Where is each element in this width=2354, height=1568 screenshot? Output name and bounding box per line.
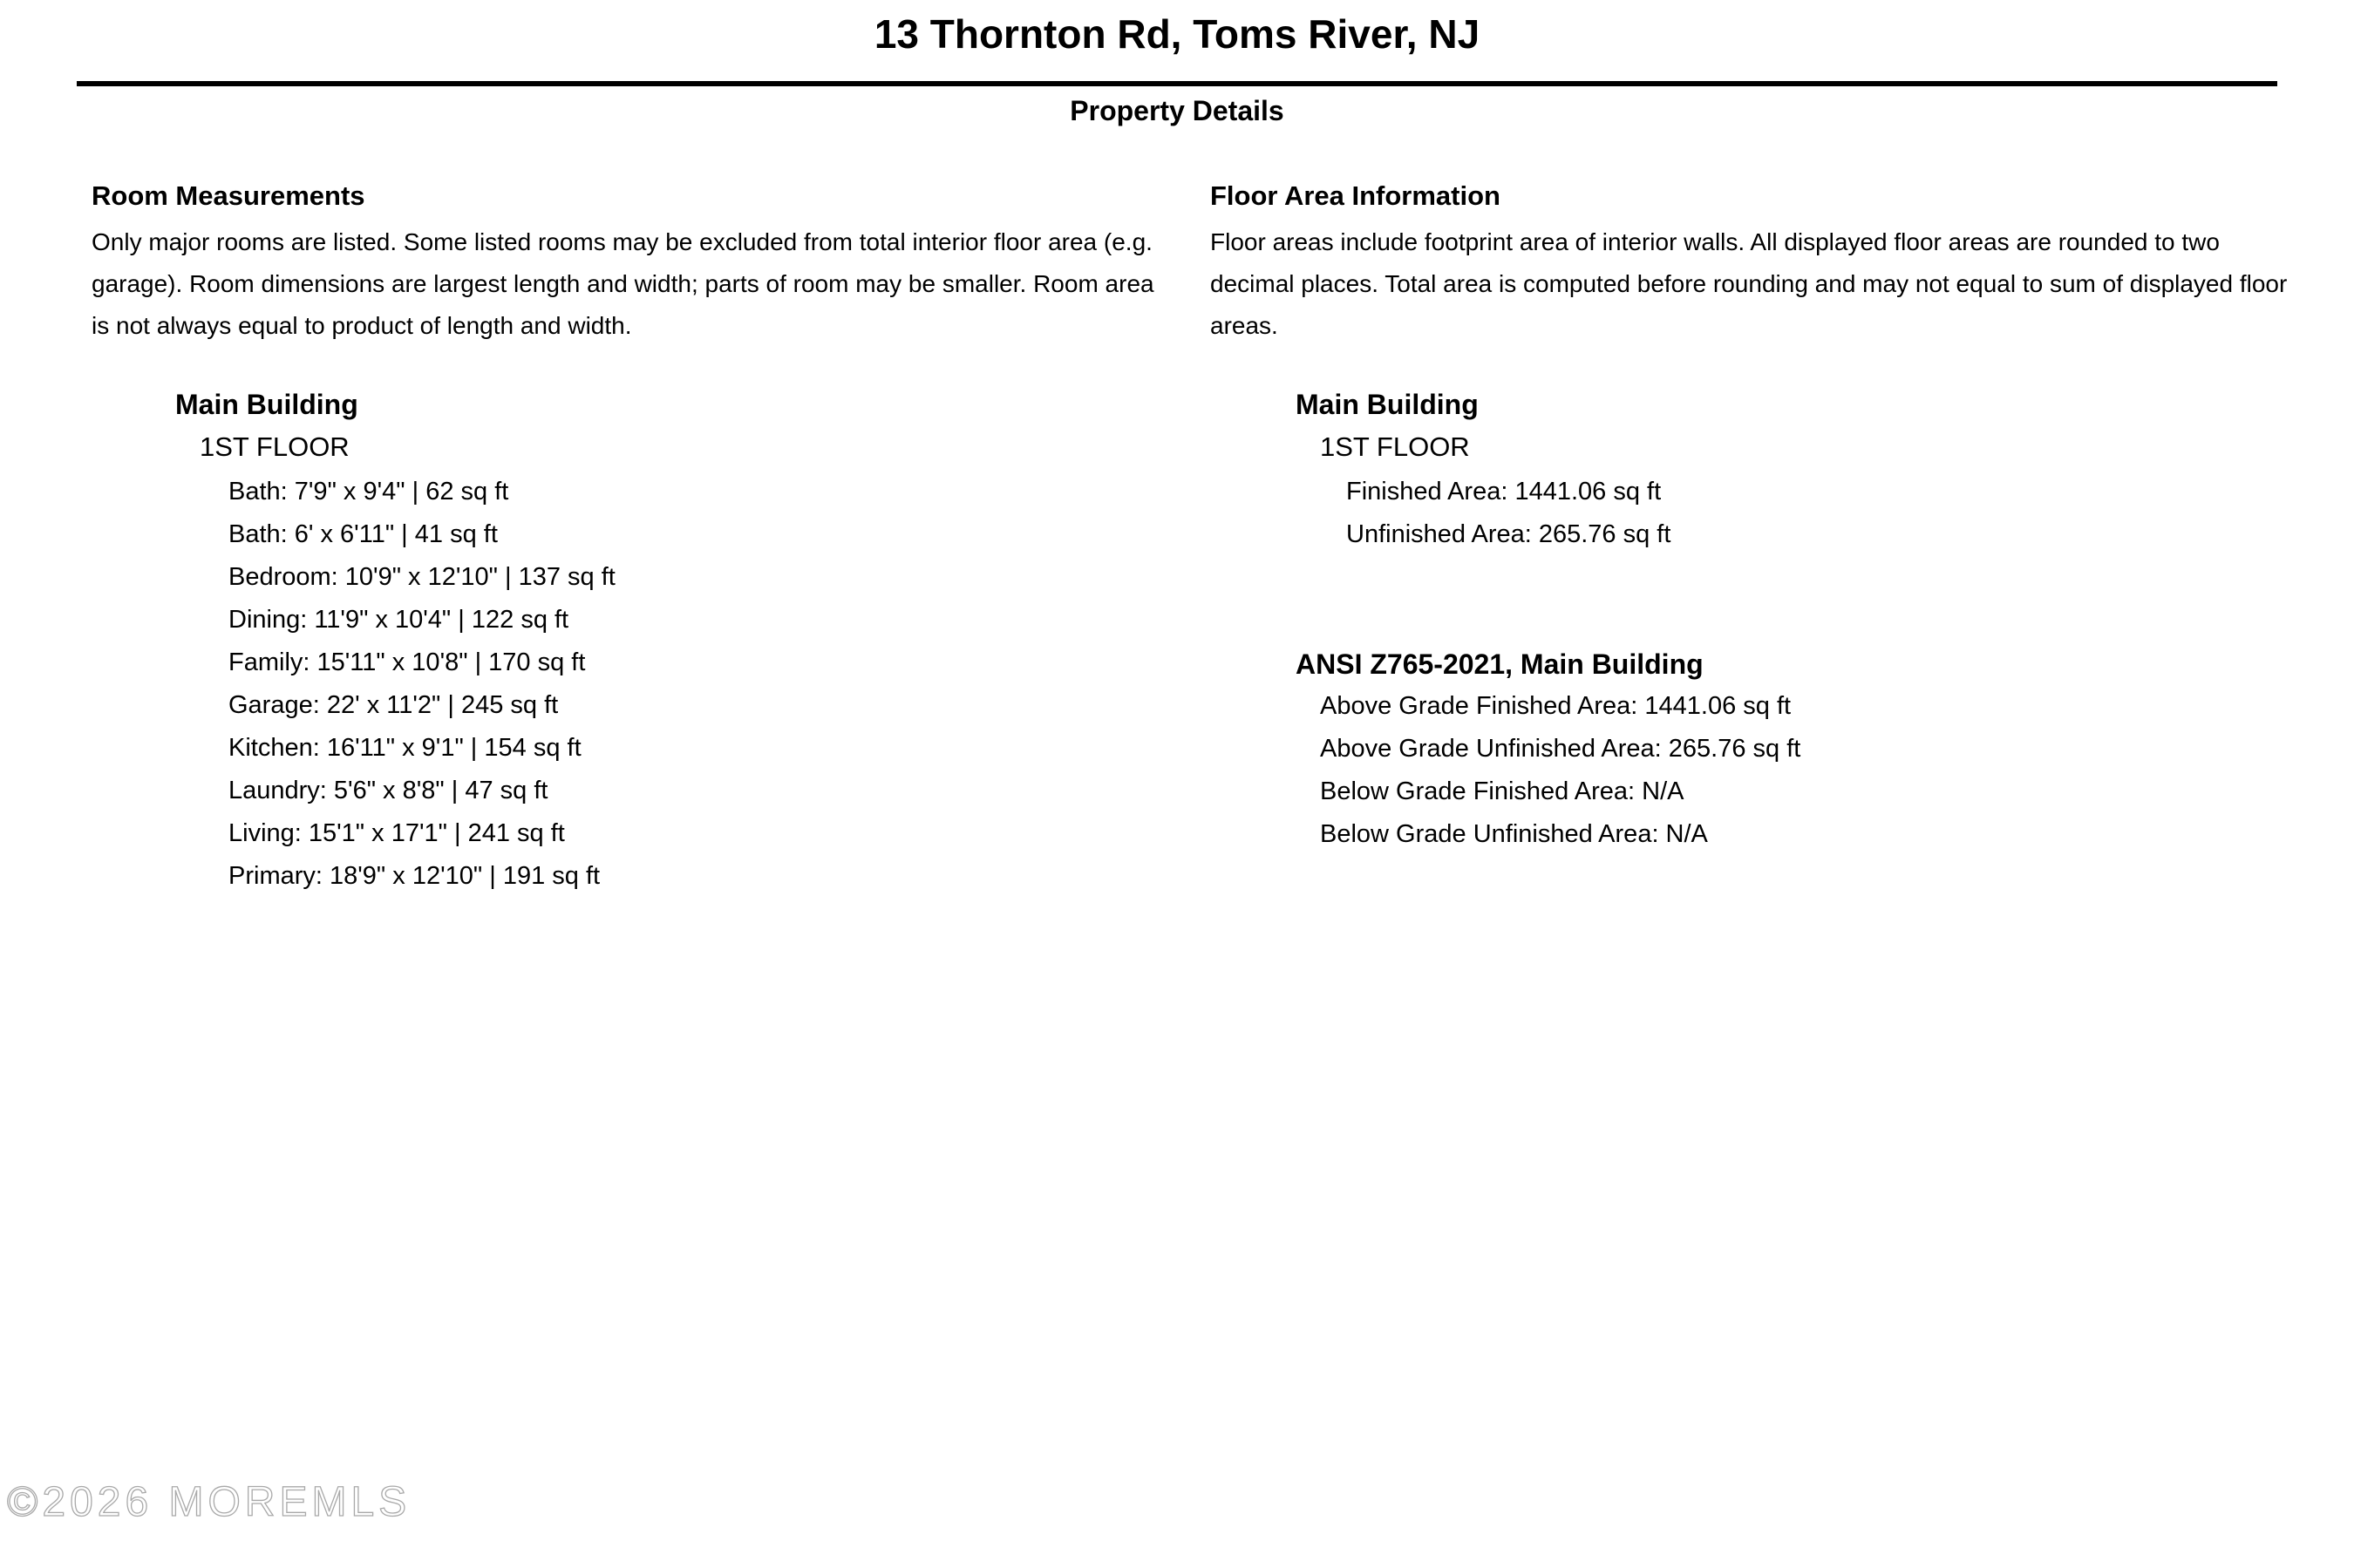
- room-item: Bath: 6' x 6'11" | 41 sq ft: [228, 520, 498, 548]
- ansi-area-item: Below Grade Finished Area: N/A: [1320, 777, 1684, 805]
- section-floor-area-information: [1210, 180, 2317, 856]
- floor-area-heading: Floor Area Information: [1210, 180, 1500, 211]
- page-title: 13 Thornton Rd, Toms River, NJ: [874, 11, 1480, 57]
- ansi-heading: ANSI Z765-2021, Main Building: [1296, 648, 1704, 680]
- floor-area-building: [1210, 387, 2317, 556]
- room-item: Family: 15'11" x 10'8" | 170 sq ft: [228, 648, 586, 676]
- floor-area-list: [1210, 471, 2317, 556]
- room-item: Bath: 7'9" x 9'4" | 62 sq ft: [228, 478, 509, 506]
- floor-label: 1ST FLOOR: [200, 431, 350, 462]
- building-name: Main Building: [175, 389, 358, 420]
- mls-watermark: ©2026 MOREMLS: [7, 1479, 412, 1525]
- room-item: Primary: 18'9" x 12'10" | 191 sq ft: [228, 862, 601, 890]
- area-item: Unfinished Area: 265.76 sq ft: [1346, 520, 1671, 548]
- title-divider: [77, 81, 2277, 86]
- room-list: [92, 471, 1190, 898]
- floor-label: 1ST FLOOR: [1320, 431, 1470, 462]
- ansi-area-item: Above Grade Finished Area: 1441.06 sq ft: [1320, 692, 1792, 720]
- room-measurements-heading: Room Measurements: [92, 180, 365, 211]
- room-item: Kitchen: 16'11" x 9'1" | 154 sq ft: [228, 734, 582, 762]
- room-item: Bedroom: 10'9" x 12'10" | 137 sq ft: [228, 563, 616, 591]
- ansi-area-item: Above Grade Unfinished Area: 265.76 sq ft: [1320, 735, 1801, 763]
- building-name: Main Building: [1296, 389, 1479, 420]
- area-item: Finished Area: 1441.06 sq ft: [1346, 478, 1662, 506]
- room-item: Dining: 11'9" x 10'4" | 122 sq ft: [228, 606, 569, 634]
- ansi-section: [1210, 647, 2317, 856]
- page-subtitle: Property Details: [1070, 95, 1284, 126]
- section-room-measurements: [92, 180, 1190, 898]
- ansi-area-list: [1210, 685, 2317, 856]
- room-item: Living: 15'1" x 17'1" | 241 sq ft: [228, 819, 565, 847]
- room-item: Laundry: 5'6" x 8'8" | 47 sq ft: [228, 777, 548, 804]
- room-measurements-description: Only major rooms are listed. Some listed rooms may be excluded from total interior floor area (e.g. garage). Room dimensions are largest length and width; parts of room may be smaller. Room area is not always equal to product of length and width.: [92, 228, 1154, 339]
- floor-area-description: Floor areas include footprint area of interior walls. All displayed floor areas are rounded to two decimal places. Total area is computed before rounding and may not equal to sum of displayed floor areas.: [1210, 228, 2288, 339]
- room-measurements-building: [92, 387, 1190, 898]
- room-item: Garage: 22' x 11'2" | 245 sq ft: [228, 691, 559, 719]
- ansi-area-item: Below Grade Unfinished Area: N/A: [1320, 820, 1708, 848]
